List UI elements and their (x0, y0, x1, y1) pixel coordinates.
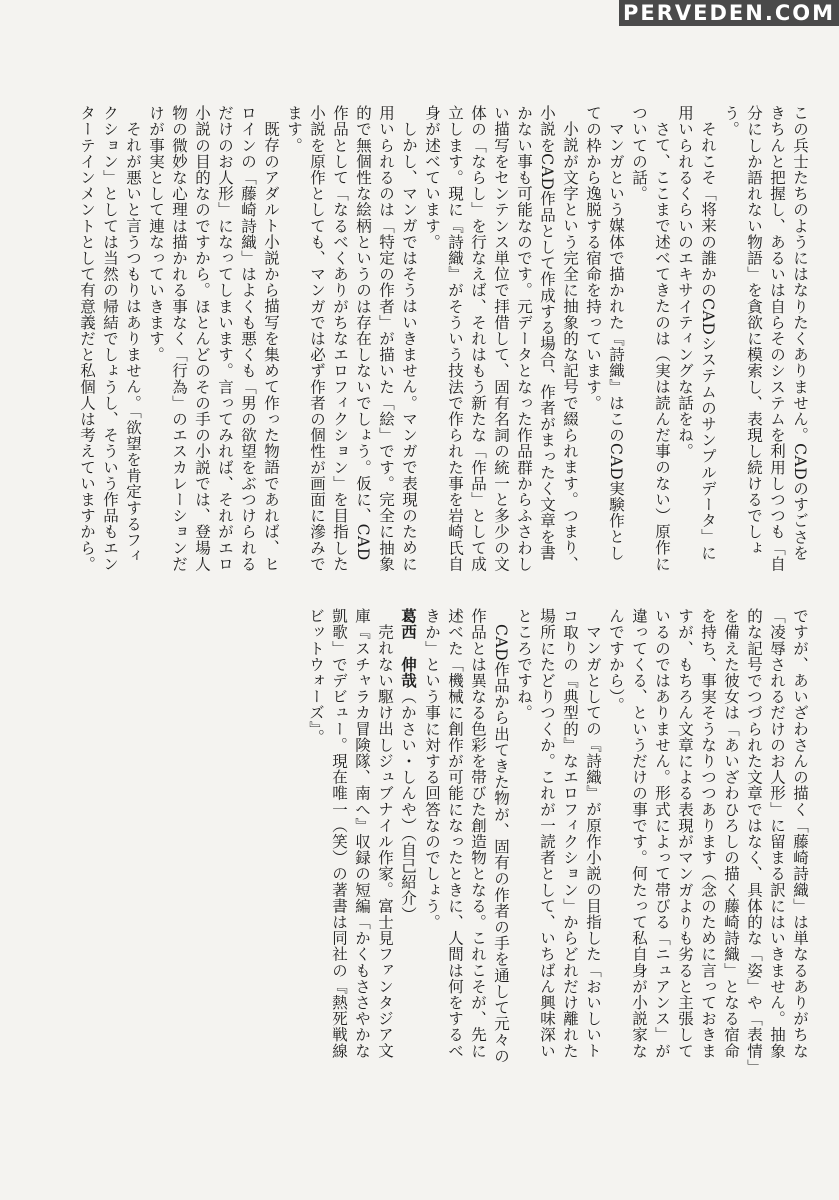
author-reading: （かさい・しんや） (399, 688, 417, 834)
paragraph: それこそ「将来の誰かのCADシステムのサンプルデータ」に用いられるくらいのエキサイティングな話をね。 (676, 105, 717, 561)
paragraph: さて、ここまで述べてきたのは（実は読んだ事のない）原作についての話。 (630, 105, 671, 572)
paragraph: この兵士たちのようにはなりたくありません。CADのすごさをきちんと把握し、あるいは自らそのシステムを利用しつつも「自分にしか語れない物語」を貪欲に模索し、表現し続けるでしょう。 (722, 105, 809, 572)
paragraph: CAD作品から出てきた物が、固有の作者の手を通して元々の作品とは異なる色彩を帯びた創造物となる。これこそが、先に述べた「機械に創作が可能になったときに、人間は何をするべきか」という事に対する回答なのでしょう。 (423, 608, 510, 1064)
author-profile-heading (396, 608, 420, 1070)
paragraph: 小説が文字という完全に抽象的な記号で綴られます。つまり、小説をCAD作品として作成する場合、作者がまったく文章を書かない事も可能なのです。元データとなった作品群からふさわしい描写をセンテンス単位で拝借して、固有名詞の統一と多少の文体の「ならし」を行なえば、それはもう新たな「作品」として成立します。現に『詩織』がそういう技法で作られた事を岩崎氏自身が述べています。 (423, 105, 579, 572)
paragraph: 既存のアダルト小説から描写を集めて作った物語であれば、ヒロインの「藤崎詩織」はよくも悪くも「男の欲望をぶつけられるだけのお人形」になってしまいます。言ってみれば、それがエロ小説の目的なのですから。ほとんどのその手の小説では、登場人物の微妙な心理は描かれる事なく「行為」のエスカレーションだけが事実として連なっていきます。 (147, 105, 280, 572)
author-bio: 売れない駆け出しジュブナイル作家。富士見ファンタジア文庫『スチャラカ冒険隊、南へ』収録の短編「かくもささやかな凱歌」でデビュー。現在唯一（笑）の著書は同社の『熱死戦線ビットウォーズ』。 (307, 608, 394, 1059)
profile-tag: （自己紹介） (399, 833, 417, 923)
site-watermark: PERVEDEN.COM (619, 0, 839, 26)
paragraph: マンガとしての『詩織』が原作小説の目指した「おいしいトコ取りの『典型的』なエロフィクション」からどれだけ離れた場所にたどりつくか。これが一読者として、いちばん興味深いところですね。 (515, 608, 602, 1059)
essay-bottom-column (307, 608, 811, 1070)
paragraph: それが悪いと言うつもりはありません。「欲望を肯定するフィクション」としては当然の帰結でしょうし、そういう作品もエンターテインメントとして有意義だと私個人は考えていますから。 (78, 105, 142, 572)
essay-top-column (78, 105, 811, 575)
paragraph: しかし、マンガではそうはいきません。マンガで表現のために用いられるのは「特定の作者」が描いた「絵」です。完全に抽象的で無個性な絵柄というのは存在しないでしょう。仮に、CAD作品として「なるべくありがちなエロフィクション」を目指した小説を原作としても、マンガでは必ず作者の個性が画面に滲みでます。 (285, 105, 418, 572)
paragraph: ですが、あいざわさんの描く「藤崎詩織」は単なるありがちな「凌辱されるだけのお人形」に留まる訳にはいきません。抽象的な記号でつづられた文章ではなく、具体的な「姿」や「表情」を備えた彼女は「あいざわひろしの描く藤崎詩織」となる宿命を持ち、事実そうなりつつあります（念のために言っておきますが、もちろん文章による表現がマンガよりも劣ると主張しているのではありません。形式によって帯びる「ニュアンス」が違ってくる、というだけの事です。何たって私自身が小説家なんですから）。 (607, 608, 809, 1068)
paragraph: マンガという媒体で描かれた『詩織』はこのCAD実験作としての枠から逸脱する宿命を持っています。 (584, 105, 625, 561)
author-name: 葛西 伸哉 (399, 608, 418, 689)
